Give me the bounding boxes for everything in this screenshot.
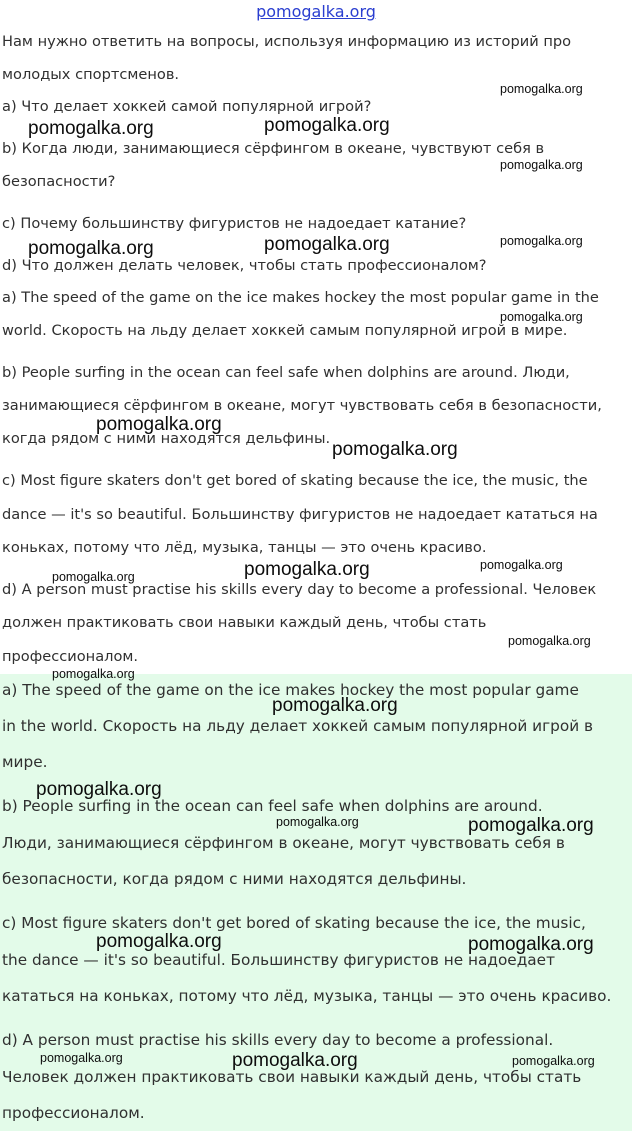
question-item: безопасности? — [2, 173, 116, 190]
question-item: a) Что делает хоккей самой популярной игрой? — [2, 98, 372, 115]
answer-line: профессионалом. — [2, 1104, 145, 1122]
answer-line: dance — it's so beautiful. Большинству фигуристов не надоедает кататься на — [2, 506, 598, 523]
answer-line: a) The speed of the game on the ice makes hockey the most popular game — [2, 681, 579, 699]
answer-line: Люди, занимающиеся сёрфингом в океане, могут чувствовать себя в — [2, 834, 565, 852]
watermark: pomogalka.org — [40, 1051, 123, 1065]
watermark: pomogalka.org — [36, 779, 162, 800]
answer-line: c) Most figure skaters don't get bored of skating because the ice, the music, the — [2, 472, 588, 489]
watermark: pomogalka.org — [52, 667, 135, 681]
answer-line: кататься на коньках, потому что лёд, музыка, танцы — это очень красиво. — [2, 987, 612, 1005]
answer-line: мире. — [2, 753, 48, 771]
watermark: pomogalka.org — [272, 695, 398, 716]
watermark: pomogalka.org — [264, 115, 390, 136]
answer-line: c) Most figure skaters don't get bored of skating because the ice, the music, — [2, 914, 586, 932]
watermark: pomogalka.org — [276, 815, 359, 829]
watermark: pomogalka.org — [332, 439, 458, 460]
answer-line: занимающиеся сёрфингом в океане, могут чувствовать себя в безопасности, — [2, 397, 602, 414]
watermark: pomogalka.org — [52, 570, 135, 584]
watermark: pomogalka.org — [508, 634, 591, 648]
watermark: pomogalka.org — [500, 158, 583, 172]
watermark: pomogalka.org — [28, 118, 154, 139]
watermark: pomogalka.org — [264, 234, 390, 255]
answer-line: безопасности, когда рядом с ними находятся дельфины. — [2, 870, 467, 888]
watermark: pomogalka.org — [500, 82, 583, 96]
answer-line: Человек должен практиковать свои навыки каждый день, чтобы стать — [2, 1068, 582, 1086]
intro-line: Нам нужно ответить на вопросы, используя информацию из историй про — [2, 33, 572, 50]
watermark: pomogalka.org — [244, 559, 370, 580]
answer-line: когда рядом с ними находятся дельфины. — [2, 430, 331, 447]
answer-line: коньках, потому что лёд, музыка, танцы — это очень красиво. — [2, 539, 487, 556]
answer-line: a) The speed of the game on the ice makes hockey the most popular game in the — [2, 289, 599, 306]
answer-line: d) A person must practise his skills every day to become a professional. — [2, 1031, 554, 1049]
watermark: pomogalka.org — [468, 815, 594, 836]
intro-line: молодых спортсменов. — [2, 66, 180, 83]
watermark: pomogalka.org — [500, 310, 583, 324]
answer-line: b) People surfing in the ocean can feel safe when dolphins are around. — [2, 797, 543, 815]
watermark: pomogalka.org — [28, 238, 154, 259]
watermark: pomogalka.org — [468, 934, 594, 955]
answer-line: d) A person must practise his skills every day to become a professional. Человек — [2, 581, 597, 598]
watermark: pomogalka.org — [232, 1050, 358, 1071]
site-title-link[interactable]: pomogalka.org — [256, 2, 376, 21]
answer-line: in the world. Скорость на льду делает хоккей самым популярной игрой в — [2, 717, 594, 735]
question-item: c) Почему большинству фигуристов не надоедает катание? — [2, 215, 467, 232]
watermark: pomogalka.org — [96, 414, 222, 435]
watermark: pomogalka.org — [500, 234, 583, 248]
answer-line: the dance — it's so beautiful. Большинству фигуристов не надоедает — [2, 951, 555, 969]
question-item: b) Когда люди, занимающиеся сёрфингом в океане, чувствуют себя в — [2, 140, 545, 157]
watermark: pomogalka.org — [96, 931, 222, 952]
answer-line: должен практиковать свои навыки каждый день, чтобы стать — [2, 614, 487, 631]
watermark: pomogalka.org — [480, 558, 563, 572]
question-item: d) Что должен делать человек, чтобы стать профессионалом? — [2, 257, 487, 274]
answer-line: world. Скорость на льду делает хоккей самым популярной игрой в мире. — [2, 322, 568, 339]
answer-line: профессионалом. — [2, 648, 139, 665]
watermark: pomogalka.org — [512, 1054, 595, 1068]
answer-line: b) People surfing in the ocean can feel safe when dolphins are around. Люди, — [2, 364, 570, 381]
